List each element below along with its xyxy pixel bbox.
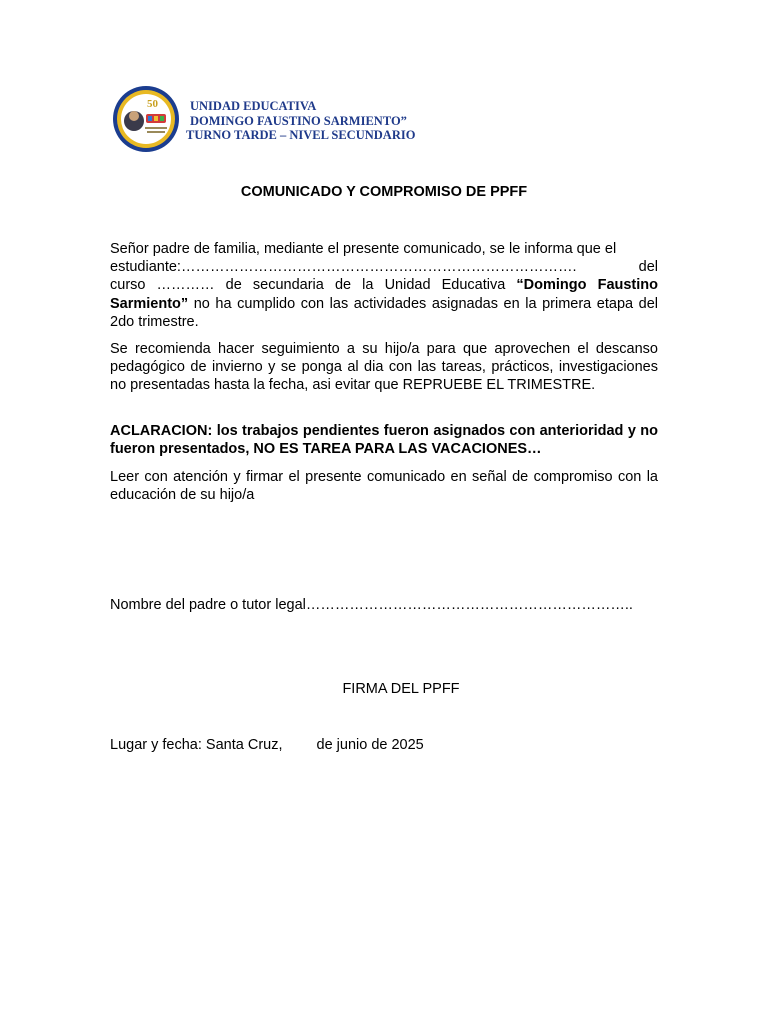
school-header-line3: TURNO TARDE – NIVEL SECUNDARIO: [186, 128, 416, 142]
notice-continuation: no ha cumplido con las actividades asignadas en la primera etapa del 2do trimestre.: [110, 295, 658, 330]
paragraph-notice: [110, 240, 658, 331]
paragraph-clarification: ACLARACION: los trabajos pendientes fueron asignados con anterioridad y no fueron presentados, NO ES TAREA PARA LAS VACACIONES…: [110, 423, 658, 458]
tutor-name-line: Nombre del padre o tutor legal…………………………………………………………..: [110, 597, 633, 613]
paragraph-recommendation: Se recomienda hacer seguimiento a su hijo/a para que aprovechen el descanso pedagógico de invierno y se ponga al dia con las tareas, prácticos, investigaciones no presentadas hasta la fecha, asi evitar que REPRUEBE EL TRIMESTRE.: [110, 341, 658, 394]
school-header-line2: DOMINGO FAUSTINO SARMIENTO”: [190, 113, 407, 128]
notice-rest: [110, 276, 658, 331]
course-text: curso ………… de secundaria de la Unidad Educativa: [110, 277, 517, 294]
student-line: [110, 258, 658, 276]
signature-label: FIRMA DEL PPFF: [342, 681, 460, 697]
paragraph-instruction: Leer con atención y firmar el presente comunicado en señal de compromiso con la educación de su hijo/a: [110, 469, 658, 504]
svg-text:50: 50: [147, 98, 158, 110]
document-title: COMUNICADO Y COMPROMISO DE PPFF: [240, 184, 528, 200]
date-text: de junio de 2025: [316, 737, 424, 753]
school-logo: [112, 85, 180, 153]
school-header: [186, 99, 415, 143]
place-date-line: [110, 737, 424, 753]
notice-line1: Señor padre de familia, mediante el presente comunicado, se le informa que el: [110, 241, 617, 257]
del-word: del: [638, 259, 658, 276]
student-field: estudiante:……………………………………………………………………….: [110, 259, 577, 276]
place-label: Lugar y fecha: Santa Cruz,: [110, 737, 283, 753]
school-name: “Domingo Faustino Sarmiento”: [110, 277, 658, 312]
school-header-line1: UNIDAD EDUCATIVA: [190, 99, 317, 113]
